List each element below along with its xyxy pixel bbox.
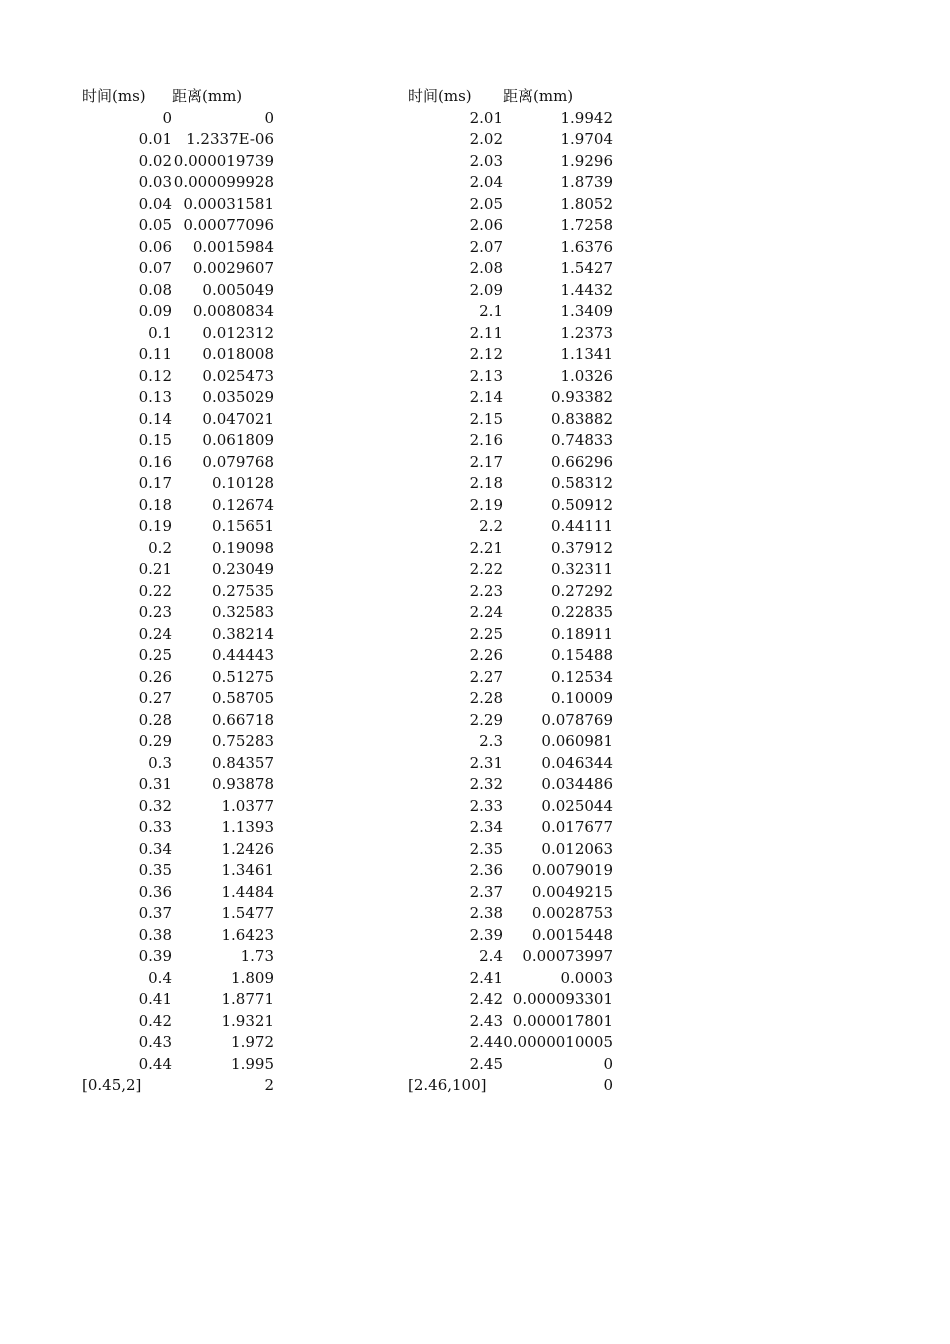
right-distance-cell: 0.0015448 — [531, 925, 613, 944]
table-row — [408, 796, 613, 818]
table-row — [408, 151, 613, 173]
left-distance-cell: 0.58705 — [211, 689, 274, 707]
table-row — [408, 323, 613, 345]
table-row — [408, 817, 613, 839]
table-row — [408, 538, 613, 560]
left-time-cell: 0.4 — [148, 968, 172, 987]
left-time-cell: 0.04 — [138, 194, 172, 213]
left-distance-cell: 0.00077096 — [183, 216, 274, 234]
right-distance-cell: 0.0003 — [560, 968, 613, 987]
left-time-cell: 0.13 — [138, 388, 172, 406]
right-distance-cell: 1.1341 — [560, 345, 613, 363]
right-time-cell: 2.44 — [469, 1033, 503, 1051]
right-distance-cell: 0.00073997 — [522, 947, 613, 965]
right-distance-cell: 0.50912 — [550, 495, 613, 514]
table-row — [82, 581, 274, 603]
right-distance-cell: 0.017677 — [541, 818, 613, 836]
table-row — [82, 151, 274, 173]
left-distance-cell: 0.047021 — [202, 409, 274, 428]
table-row — [82, 645, 274, 667]
left-time-cell: 0.44 — [138, 1054, 172, 1073]
left-time-cell: 0.39 — [138, 947, 172, 965]
right-time-cell: 2.08 — [469, 259, 503, 277]
table-row — [82, 495, 274, 517]
right-distance-cell: 0.0028753 — [531, 904, 613, 922]
table-row — [82, 409, 274, 431]
left-distance-cell: 0.0015984 — [192, 237, 274, 256]
right-distance-cell: 0.74833 — [550, 431, 613, 449]
left-range-distance-cell: 2 — [264, 1076, 274, 1094]
left-time-cell: 0.35 — [138, 861, 172, 879]
left-time-cell: 0.23 — [138, 603, 172, 621]
right-distance-cell: 0.27292 — [550, 581, 613, 600]
table-row — [408, 968, 613, 990]
right-distance-cell: 0.012063 — [541, 839, 613, 858]
left-distance-cell: 0.061809 — [202, 431, 274, 449]
right-time-cell: 2.07 — [469, 237, 503, 256]
right-distance-cell: 0.22835 — [550, 603, 613, 621]
table-row — [408, 366, 613, 388]
left-time-cell: 0.02 — [138, 151, 172, 170]
table-row — [408, 753, 613, 775]
left-distance-cell: 0.23049 — [211, 560, 274, 578]
left-time-cell: 0.36 — [138, 882, 172, 901]
left-time-cell: 0.12 — [138, 366, 172, 385]
right-time-cell: 2.17 — [469, 452, 503, 471]
table-row — [408, 602, 613, 624]
table-row — [82, 301, 274, 323]
table-row — [82, 280, 274, 302]
left-distance-cell: 1.9321 — [221, 1011, 274, 1030]
left-distance-cell: 0.38214 — [211, 624, 274, 643]
right-distance-cell: 1.7258 — [560, 216, 613, 234]
table-row — [408, 280, 613, 302]
right-time-cell: 2.12 — [469, 345, 503, 363]
table-row — [408, 710, 613, 732]
left-distance-cell: 0.000099928 — [173, 173, 274, 191]
table-row — [408, 172, 613, 194]
right-time-cell: 2.38 — [469, 904, 503, 922]
left-distance-cell: 1.2337E-06 — [186, 130, 274, 148]
right-distance-cell: 0.034486 — [541, 775, 613, 793]
left-range-time-cell: [0.45,2] — [82, 1076, 142, 1094]
left-time-cell: 0.25 — [138, 646, 172, 664]
left-time-cell: 0.15 — [138, 431, 172, 449]
left-distance-cell: 0.93878 — [211, 775, 274, 793]
right-time-cell: 2.21 — [469, 538, 503, 557]
table-row — [408, 1032, 613, 1054]
right-time-cell: 2.22 — [469, 560, 503, 578]
table-row — [82, 602, 274, 624]
table-row — [82, 559, 274, 581]
left-time-cell: 0.43 — [138, 1033, 172, 1051]
left-distance-cell: 1.73 — [240, 947, 274, 965]
table-row — [408, 129, 613, 151]
table-row — [408, 903, 613, 925]
right-time-cell: 2.03 — [469, 151, 503, 170]
left-distance-cell: 1.4484 — [221, 882, 274, 901]
right-time-cell: 2.02 — [469, 130, 503, 148]
table-row — [408, 430, 613, 452]
left-distance-cell: 0 — [264, 108, 274, 127]
right-distance-cell: 1.9942 — [560, 108, 613, 127]
table-row — [408, 194, 613, 216]
table-row — [82, 538, 274, 560]
table-row — [82, 903, 274, 925]
table-row — [408, 774, 613, 796]
right-distance-cell: 1.4432 — [560, 280, 613, 299]
left-distance-cell: 0.0080834 — [192, 302, 274, 320]
table-row — [82, 753, 274, 775]
right-time-cell: 2.25 — [469, 624, 503, 643]
right-distance-cell: 0.10009 — [550, 689, 613, 707]
left-distance-cell: 0.27535 — [211, 581, 274, 600]
right-distance-cell: 0.000093301 — [512, 990, 613, 1008]
table-row — [82, 473, 274, 495]
left-distance-cell: 0.079768 — [202, 452, 274, 471]
left-time-cell: 0.27 — [138, 689, 172, 707]
table-row — [82, 108, 274, 130]
left-distance-header: 距离(mm) — [172, 87, 243, 105]
left-time-cell: 0.41 — [138, 990, 172, 1008]
right-time-cell: 2.29 — [469, 710, 503, 729]
table-row — [82, 516, 274, 538]
table-row — [82, 731, 274, 753]
right-distance-cell: 0.0000010005 — [503, 1033, 613, 1051]
right-distance-cell: 0.046344 — [541, 753, 613, 772]
left-distance-cell: 1.8771 — [221, 990, 274, 1008]
left-distance-cell: 0.018008 — [202, 345, 274, 363]
table-row — [82, 817, 274, 839]
right-distance-cell: 0.58312 — [550, 474, 613, 492]
table-row — [408, 688, 613, 710]
right-time-cell: 2.28 — [469, 689, 503, 707]
table-row — [408, 624, 613, 646]
right-time-cell: 2.45 — [469, 1054, 503, 1073]
left-time-cell: 0.2 — [148, 538, 172, 557]
table-row — [82, 387, 274, 409]
left-distance-cell: 0.66718 — [211, 710, 274, 729]
right-range-distance-cell: 0 — [603, 1076, 613, 1094]
table-row — [408, 237, 613, 259]
table-row — [408, 344, 613, 366]
right-time-cell: 2.33 — [469, 796, 503, 815]
table-row — [408, 989, 613, 1011]
left-time-cell: 0.24 — [138, 624, 172, 643]
table-row — [82, 946, 274, 968]
left-distance-cell: 0.005049 — [202, 280, 274, 299]
right-distance-cell: 1.9704 — [560, 130, 613, 148]
right-time-cell: 2.34 — [469, 818, 503, 836]
left-time-cell: 0.18 — [138, 495, 172, 514]
left-distance-cell: 0.12674 — [211, 495, 274, 514]
table-row — [408, 581, 613, 603]
right-distance-cell: 1.8739 — [560, 173, 613, 191]
table-row — [82, 430, 274, 452]
left-time-cell: 0.37 — [138, 904, 172, 922]
left-time-cell: 0.28 — [138, 710, 172, 729]
right-time-cell: 2.19 — [469, 495, 503, 514]
left-time-cell: 0.3 — [148, 753, 172, 772]
left-time-cell: 0.22 — [138, 581, 172, 600]
left-time-cell: 0.29 — [138, 732, 172, 750]
left-distance-cell: 0.10128 — [211, 474, 274, 492]
table-row — [408, 839, 613, 861]
right-time-cell: 2.36 — [469, 861, 503, 879]
left-data-table — [82, 86, 274, 1097]
right-time-cell: 2.32 — [469, 775, 503, 793]
right-time-cell: 2.13 — [469, 366, 503, 385]
left-time-cell: 0.09 — [138, 302, 172, 320]
table-row — [82, 194, 274, 216]
right-time-cell: 2.31 — [469, 753, 503, 772]
left-time-cell: 0.11 — [138, 345, 172, 363]
table-row — [408, 645, 613, 667]
left-distance-cell: 1.972 — [231, 1033, 274, 1051]
table-row — [408, 215, 613, 237]
right-time-cell: 2.09 — [469, 280, 503, 299]
left-distance-cell: 0.025473 — [202, 366, 274, 385]
table-row — [408, 452, 613, 474]
right-distance-cell: 1.8052 — [560, 194, 613, 213]
left-distance-cell: 0.19098 — [211, 538, 274, 557]
left-distance-cell: 0.84357 — [211, 753, 274, 772]
right-table-body — [408, 86, 613, 1097]
range-row — [408, 1075, 613, 1097]
table-row — [82, 667, 274, 689]
right-distance-cell: 1.6376 — [560, 237, 613, 256]
table-row — [408, 258, 613, 280]
right-time-cell: 2.4 — [479, 947, 503, 965]
left-header-row — [82, 86, 274, 108]
left-distance-cell: 0.51275 — [211, 667, 274, 686]
left-distance-cell: 1.5477 — [221, 904, 274, 922]
left-time-cell: 0 — [162, 108, 172, 127]
left-distance-cell: 0.000019739 — [173, 151, 274, 170]
left-time-cell: 0.26 — [138, 667, 172, 686]
table-row — [408, 516, 613, 538]
left-distance-cell: 1.995 — [231, 1054, 274, 1073]
table-row — [82, 172, 274, 194]
table-row — [82, 774, 274, 796]
table-row — [82, 452, 274, 474]
table-row — [82, 624, 274, 646]
right-distance-cell: 0.060981 — [541, 732, 613, 750]
right-time-cell: 2.26 — [469, 646, 503, 664]
table-row — [408, 860, 613, 882]
table-row — [408, 473, 613, 495]
table-row — [82, 129, 274, 151]
right-time-cell: 2.05 — [469, 194, 503, 213]
table-row — [408, 409, 613, 431]
table-row — [408, 667, 613, 689]
table-row — [82, 1032, 274, 1054]
right-distance-cell: 0 — [603, 1054, 613, 1073]
right-time-cell: 2.41 — [469, 968, 503, 987]
table-row — [408, 559, 613, 581]
table-row — [82, 1054, 274, 1076]
right-distance-cell: 0.0049215 — [531, 882, 613, 901]
left-time-cell: 0.16 — [138, 452, 172, 471]
right-time-cell: 2.2 — [479, 517, 503, 535]
left-distance-cell: 0.00031581 — [183, 194, 274, 213]
table-row — [82, 366, 274, 388]
range-row — [82, 1075, 274, 1097]
table-row — [82, 925, 274, 947]
right-distance-cell: 0.000017801 — [512, 1011, 613, 1030]
table-row — [82, 860, 274, 882]
right-time-cell: 2.3 — [479, 732, 503, 750]
left-distance-cell: 1.3461 — [221, 861, 274, 879]
left-distance-cell: 0.0029607 — [192, 259, 274, 277]
right-distance-cell: 1.2373 — [560, 323, 613, 342]
left-time-cell: 0.32 — [138, 796, 172, 815]
right-time-cell: 2.14 — [469, 388, 503, 406]
right-distance-cell: 1.5427 — [560, 259, 613, 277]
right-time-cell: 2.24 — [469, 603, 503, 621]
table-row — [408, 495, 613, 517]
left-time-cell: 0.21 — [138, 560, 172, 578]
right-distance-cell: 0.12534 — [550, 667, 613, 686]
table-row — [408, 1011, 613, 1033]
right-time-cell: 2.35 — [469, 839, 503, 858]
table-row — [82, 323, 274, 345]
table-row — [408, 882, 613, 904]
right-distance-cell: 1.3409 — [560, 302, 613, 320]
right-header-row — [408, 86, 613, 108]
left-time-cell: 0.03 — [138, 173, 172, 191]
right-distance-cell: 0.15488 — [550, 646, 613, 664]
right-time-cell: 2.1 — [479, 302, 503, 320]
right-time-cell: 2.06 — [469, 216, 503, 234]
left-time-cell: 0.42 — [138, 1011, 172, 1030]
table-row — [82, 215, 274, 237]
left-time-cell: 0.01 — [138, 130, 172, 148]
left-distance-cell: 0.44443 — [211, 646, 274, 664]
right-distance-cell: 0.078769 — [541, 710, 613, 729]
table-row — [82, 839, 274, 861]
table-row — [82, 968, 274, 990]
right-time-cell: 2.42 — [469, 990, 503, 1008]
right-time-cell: 2.11 — [469, 323, 503, 342]
left-time-cell: 0.38 — [138, 925, 172, 944]
right-time-cell: 2.16 — [469, 431, 503, 449]
left-time-cell: 0.31 — [138, 775, 172, 793]
left-time-cell: 0.1 — [148, 323, 172, 342]
left-distance-cell: 1.0377 — [221, 796, 274, 815]
right-time-header: 时间(ms) — [408, 87, 472, 105]
table-row — [82, 796, 274, 818]
right-time-cell: 2.23 — [469, 581, 503, 600]
table-row — [408, 925, 613, 947]
right-distance-cell: 0.025044 — [541, 796, 613, 815]
left-time-header: 时间(ms) — [82, 87, 146, 105]
left-time-cell: 0.05 — [138, 216, 172, 234]
right-distance-cell: 0.37912 — [550, 538, 613, 557]
table-row — [82, 1011, 274, 1033]
left-distance-cell: 0.75283 — [211, 732, 274, 750]
left-time-cell: 0.08 — [138, 280, 172, 299]
right-distance-cell: 0.66296 — [550, 452, 613, 471]
left-time-cell: 0.06 — [138, 237, 172, 256]
left-time-cell: 0.33 — [138, 818, 172, 836]
left-distance-cell: 1.6423 — [221, 925, 274, 944]
right-time-cell: 2.27 — [469, 667, 503, 686]
right-time-cell: 2.15 — [469, 409, 503, 428]
table-row — [408, 946, 613, 968]
right-distance-cell: 0.93382 — [550, 388, 613, 406]
table-row — [82, 237, 274, 259]
right-distance-cell: 0.32311 — [550, 560, 613, 578]
left-distance-cell: 0.32583 — [211, 603, 274, 621]
table-row — [82, 344, 274, 366]
right-distance-cell: 0.18911 — [550, 624, 613, 643]
right-time-cell: 2.01 — [469, 108, 503, 127]
left-time-cell: 0.34 — [138, 839, 172, 858]
left-time-cell: 0.19 — [138, 517, 172, 535]
table-row — [408, 1054, 613, 1076]
left-distance-cell: 0.15651 — [211, 517, 274, 535]
right-time-cell: 2.37 — [469, 882, 503, 901]
right-time-cell: 2.43 — [469, 1011, 503, 1030]
right-data-table — [408, 86, 613, 1097]
left-table-body — [82, 86, 274, 1097]
right-distance-header: 距离(mm) — [503, 87, 574, 105]
right-distance-cell: 0.83882 — [550, 409, 613, 428]
right-distance-cell: 1.9296 — [560, 151, 613, 170]
left-time-cell: 0.14 — [138, 409, 172, 428]
right-time-cell: 2.39 — [469, 925, 503, 944]
right-time-cell: 2.18 — [469, 474, 503, 492]
table-row — [408, 108, 613, 130]
table-row — [82, 710, 274, 732]
right-distance-cell: 0.44111 — [550, 517, 613, 535]
right-distance-cell: 1.0326 — [560, 366, 613, 385]
table-row — [408, 301, 613, 323]
right-range-time-cell: [2.46,100] — [408, 1076, 487, 1094]
left-time-cell: 0.17 — [138, 474, 172, 492]
table-row — [82, 882, 274, 904]
table-row — [82, 688, 274, 710]
left-time-cell: 0.07 — [138, 259, 172, 277]
table-row — [82, 989, 274, 1011]
right-time-cell: 2.04 — [469, 173, 503, 191]
left-distance-cell: 0.035029 — [202, 388, 274, 406]
left-distance-cell: 1.809 — [231, 968, 274, 987]
right-distance-cell: 0.0079019 — [531, 861, 613, 879]
table-row — [82, 258, 274, 280]
left-distance-cell: 1.2426 — [221, 839, 274, 858]
table-row — [408, 387, 613, 409]
left-distance-cell: 1.1393 — [221, 818, 274, 836]
table-row — [408, 731, 613, 753]
left-distance-cell: 0.012312 — [202, 323, 274, 342]
